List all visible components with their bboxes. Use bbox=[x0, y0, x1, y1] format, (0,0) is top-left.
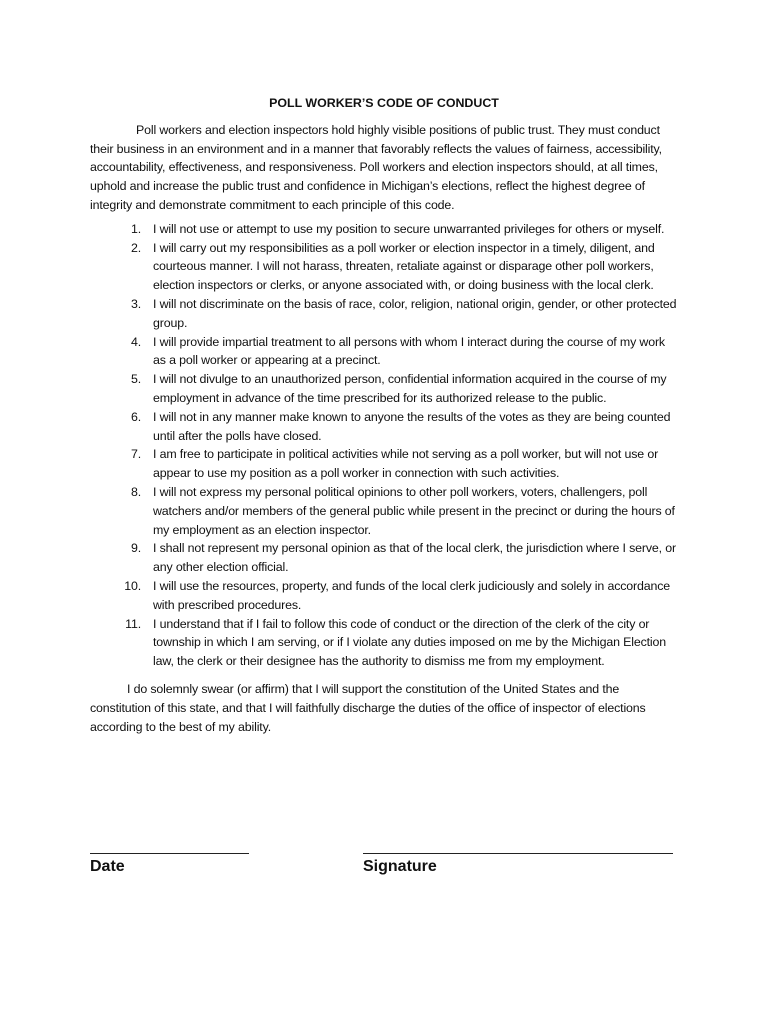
list-item-number: 6. bbox=[130, 409, 141, 424]
list-item-text: I will carry out my responsibilities as a poll worker or election inspector in a timely, diligent, and courteous manner. I will not harass, threaten, retaliate against or disparage other poll workers, election inspectors or clerks, or anyone associated with, or doing business with the local clerk. bbox=[153, 240, 655, 293]
list-item bbox=[90, 295, 678, 333]
date-label: Date bbox=[90, 858, 125, 875]
signature-label: Signature bbox=[363, 858, 437, 875]
list-item-number: 9. bbox=[130, 541, 141, 556]
date-line[interactable] bbox=[90, 843, 249, 854]
list-item-number: 8. bbox=[130, 484, 141, 499]
list-item bbox=[90, 615, 678, 671]
list-item bbox=[90, 408, 678, 446]
signature-line[interactable] bbox=[363, 843, 673, 854]
list-item-number: 1. bbox=[130, 221, 141, 236]
list-item-number: 2. bbox=[130, 240, 141, 255]
list-item-number: 5. bbox=[130, 372, 141, 387]
oath-paragraph: I do solemnly swear (or affirm) that I will support the constitution of the United States and the constitution of this state, and that I will faithfully discharge the duties of the office of inspector of elections according to the best of my ability. bbox=[90, 681, 646, 734]
list-item bbox=[90, 445, 678, 483]
signature-block bbox=[363, 843, 673, 876]
list-item bbox=[90, 483, 678, 539]
list-item-number: 10. bbox=[124, 578, 141, 593]
intro-paragraph: Poll workers and election inspectors hold highly visible positions of public trust. They must conduct their business in an environment and in a manner that favorably reflects the values of fairness, accessibility, accountability, effectiveness, and responsiveness. Poll workers and election inspectors should, at all times, uphold and increase the public trust and confidence in Michigan’s elections, reflect the highest degree of integrity and demonstrate commitment to each principle of this code. bbox=[90, 122, 662, 212]
list-item-text: I shall not represent my personal opinion as that of the local clerk, the jurisdiction where I serve, or any other election official. bbox=[153, 541, 676, 575]
list-item bbox=[90, 577, 678, 615]
list-item-number: 4. bbox=[130, 334, 141, 349]
list-item-text: I will not discriminate on the basis of race, color, religion, national origin, gender, or other protected group. bbox=[153, 296, 677, 330]
list-item bbox=[90, 333, 678, 371]
list-item-text: I will not use or attempt to use my position to secure unwarranted privileges for others or myself. bbox=[153, 221, 665, 236]
list-item-number: 11. bbox=[125, 616, 141, 631]
list-item bbox=[90, 239, 678, 295]
list-item-text: I will not divulge to an unauthorized person, confidential information acquired in the course of my employment in advance of the time prescribed for its authorized release to the public. bbox=[153, 372, 667, 405]
list-item-text: I am free to participate in political activities while not serving as a poll worker, but will not use or appear to use my position as a poll worker in connection with such activities. bbox=[153, 447, 659, 481]
list-item-text: I will not express my personal political opinions to other poll workers, voters, challengers, poll watchers and/or members of the general public while present in the precinct or during the hours of my employment as an election inspector. bbox=[153, 484, 675, 537]
list-item bbox=[90, 370, 678, 408]
list-item-text: I will provide impartial treatment to all persons with whom I interact during the course of my work as a poll worker or appearing at a precinct. bbox=[153, 334, 665, 368]
list-item-number: 7. bbox=[130, 447, 141, 462]
list-item bbox=[90, 220, 678, 239]
list-item bbox=[90, 539, 678, 577]
list-item-text: I will use the resources, property, and funds of the local clerk judiciously and solely in accordance with prescribed procedures. bbox=[153, 578, 671, 612]
list-item-text: I understand that if I fail to follow this code of conduct or the direction of the clerk of the city or township in which I am serving, or if I violate any duties imposed on me by the Michigan Election law, the clerk or their designee has the authority to dismiss me from my employment. bbox=[153, 616, 667, 669]
date-block bbox=[90, 843, 249, 876]
page-title: POLL WORKER’S CODE OF CONDUCT bbox=[269, 96, 499, 110]
signature-area bbox=[90, 843, 678, 883]
list-item-number: 3. bbox=[130, 296, 141, 311]
list-item-text: I will not in any manner make known to anyone the results of the votes as they are being counted until after the polls have closed. bbox=[153, 409, 671, 443]
conduct-list bbox=[90, 220, 678, 671]
